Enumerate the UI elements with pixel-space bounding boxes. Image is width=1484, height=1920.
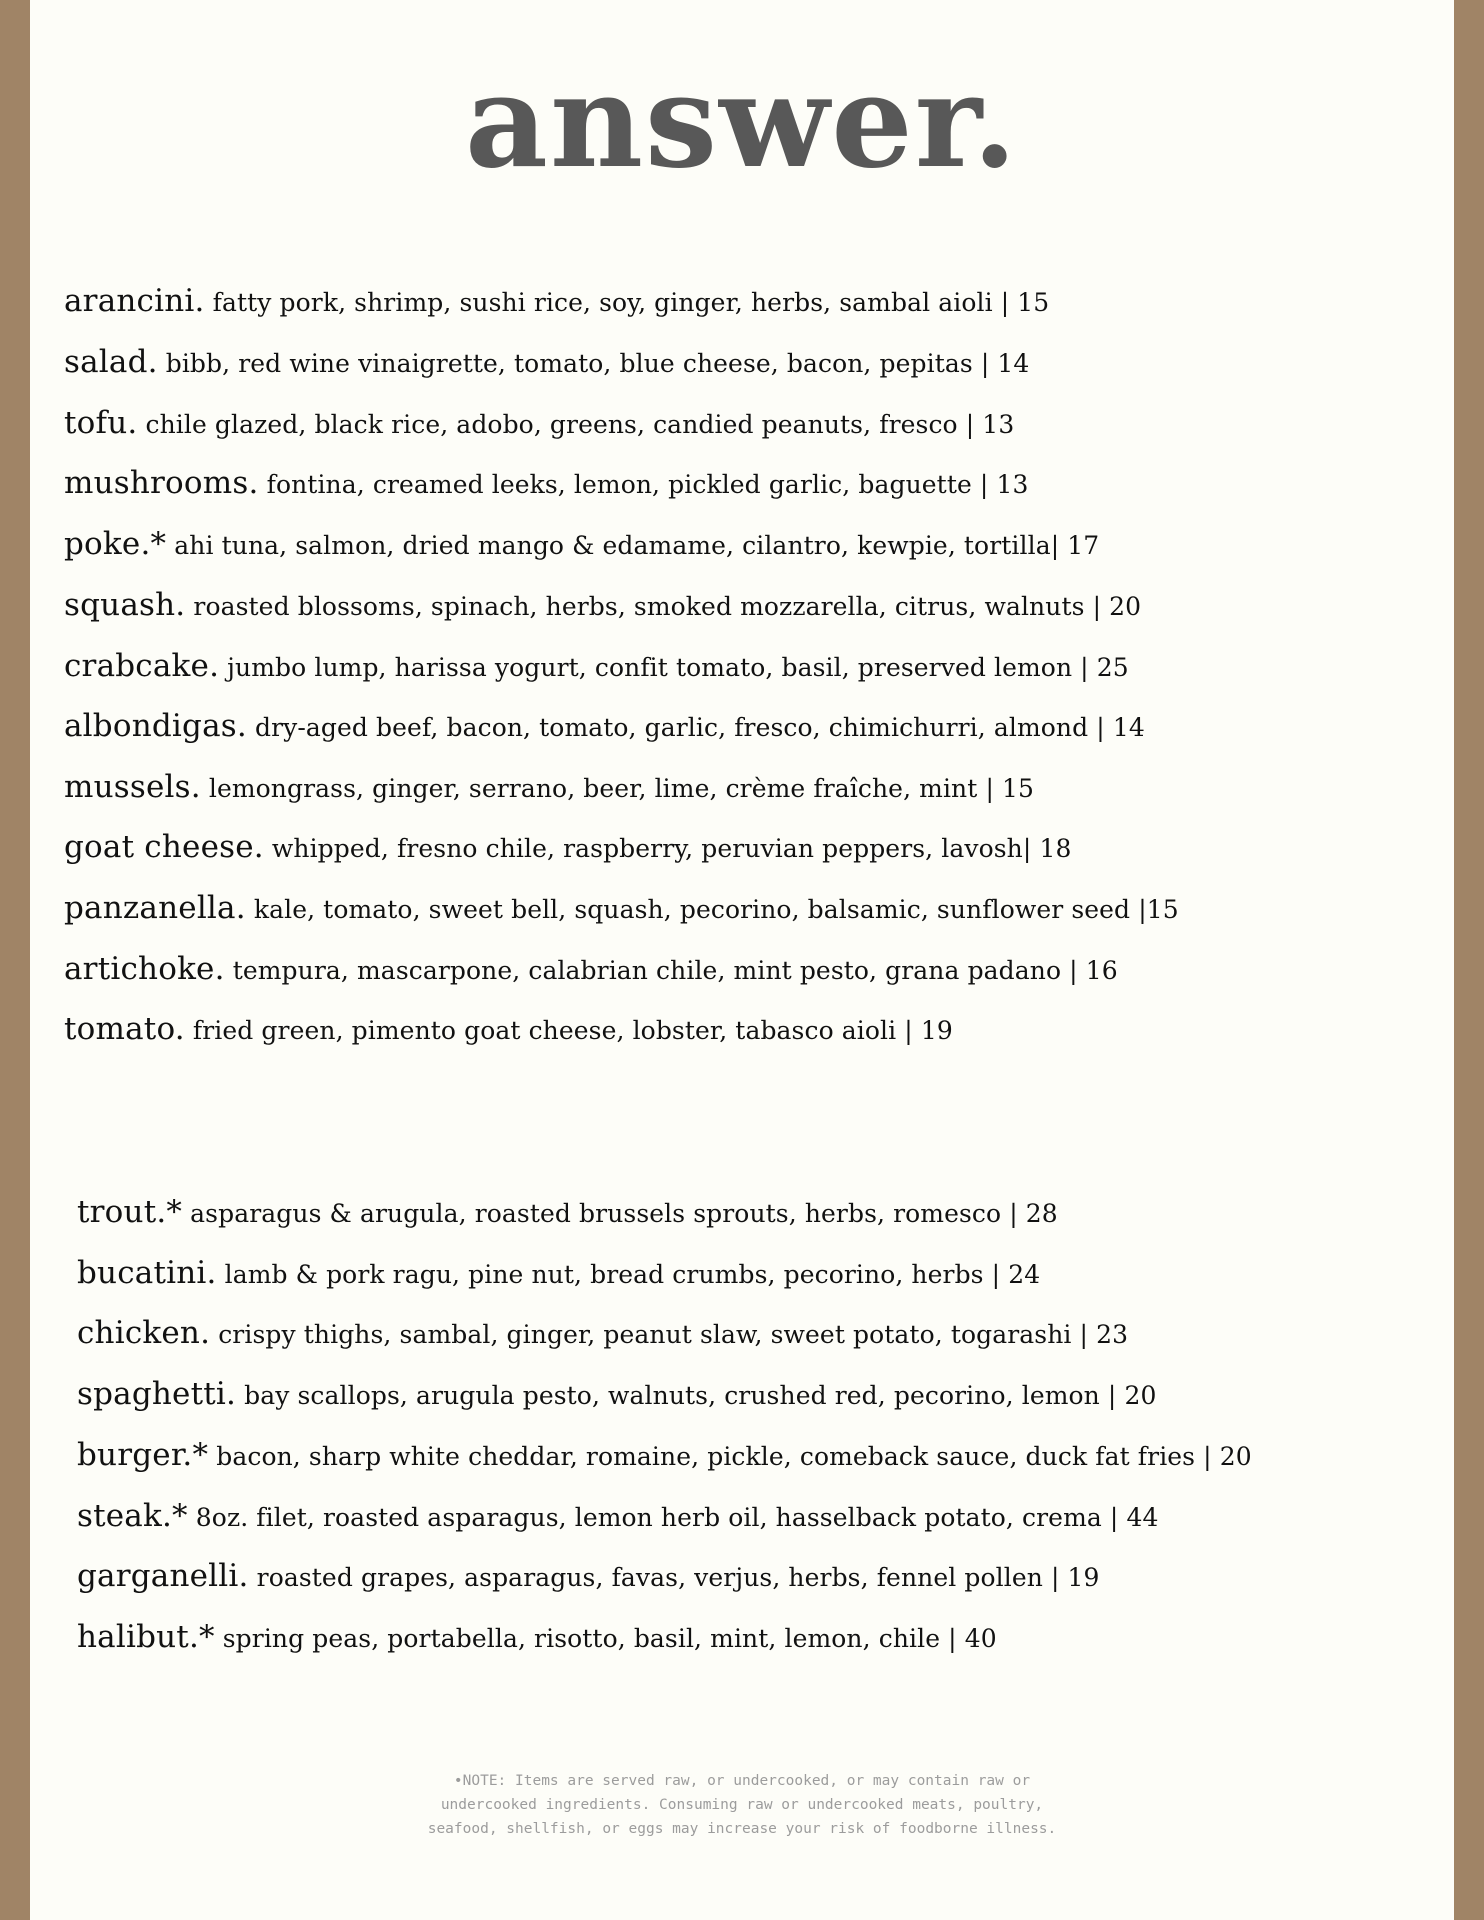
- menu-item: [77, 1376, 1157, 1412]
- menu-item-description: 8oz. filet, roasted asparagus, lemon herb oil, hasselback potato, crema | 44: [187, 1503, 1159, 1532]
- menu-item-description: lamb & pork ragu, pine nut, bread crumbs, pecorino, herbs | 24: [216, 1260, 1041, 1289]
- menu-item: [64, 344, 1030, 380]
- menu-item-description: tempura, mascarpone, calabrian chile, mint pesto, grana padano | 16: [224, 956, 1118, 985]
- menu-item: [77, 1194, 1058, 1230]
- restaurant-logo: answer.: [465, 47, 1019, 197]
- raw-food-disclaimer: [30, 1769, 1454, 1841]
- menu-item-description: bacon, sharp white cheddar, romaine, pickle, comeback sauce, duck fat fries | 20: [208, 1442, 1252, 1471]
- menu-item-name: albondigas.: [64, 708, 247, 744]
- disclaimer-line: undercooked ingredients. Consuming raw or undercooked meats, poultry,: [440, 1797, 1044, 1813]
- menu-item-description: fatty pork, shrimp, sushi rice, soy, ginger, herbs, sambal aioli | 15: [204, 288, 1050, 317]
- menu-item: [64, 405, 1015, 441]
- menu-item: [64, 465, 1029, 501]
- menu-item-description: asparagus & arugula, roasted brussels sprouts, herbs, romesco | 28: [182, 1199, 1058, 1228]
- menu-item-name: burger.*: [77, 1437, 209, 1473]
- menu-item-description: jumbo lump, harissa yogurt, confit tomato, basil, preserved lemon | 25: [219, 653, 1129, 682]
- menu-item: [64, 890, 1179, 926]
- menu-item: [77, 1619, 997, 1655]
- menu-item-name: chicken.: [77, 1315, 211, 1351]
- menu-item-name: spaghetti.: [77, 1376, 237, 1412]
- menu-item: [77, 1315, 1129, 1351]
- menu-item: [77, 1437, 1252, 1473]
- menu-item-name: salad.: [64, 344, 158, 380]
- menu-item-description: roasted blossoms, spinach, herbs, smoked mozzarella, citrus, walnuts | 20: [185, 592, 1142, 621]
- menu-item-description: dry-aged beef, bacon, tomato, garlic, fresco, chimichurri, almond | 14: [246, 713, 1145, 742]
- menu-item: [64, 1011, 953, 1047]
- menu-item-description: fontina, creamed leeks, lemon, pickled garlic, baguette | 13: [258, 470, 1029, 499]
- menu-item: [77, 1255, 1041, 1291]
- menu-item-description: lemongrass, ginger, serrano, beer, lime, crème fraîche, mint | 15: [200, 774, 1035, 803]
- menu-item-description: roasted grapes, asparagus, favas, verjus, herbs, fennel pollen | 19: [248, 1563, 1100, 1592]
- menu-item-name: tomato.: [64, 1011, 185, 1047]
- menu-item-description: crispy thighs, sambal, ginger, peanut slaw, sweet potato, togarashi | 23: [210, 1320, 1129, 1349]
- menu-item-name: arancini.: [64, 283, 205, 319]
- menu-item-name: crabcake.: [64, 648, 220, 684]
- menu-item: [77, 1498, 1159, 1534]
- menu-item-name: tofu.: [64, 405, 138, 441]
- menu-item-name: goat cheese.: [64, 829, 264, 865]
- menu-item-name: mushrooms.: [64, 465, 259, 501]
- menu-item-description: bay scallops, arugula pesto, walnuts, crushed red, pecorino, lemon | 20: [236, 1381, 1157, 1410]
- menu-item-description: whipped, fresno chile, raspberry, peruvian peppers, lavosh| 18: [263, 834, 1072, 863]
- menu-item: [64, 526, 1100, 562]
- menu-item: [77, 1558, 1100, 1594]
- menu-item-name: poke.*: [64, 526, 167, 562]
- menu-item-description: fried green, pimento goat cheese, lobster, tabasco aioli | 19: [184, 1016, 953, 1045]
- menu-item-name: bucatini.: [77, 1255, 217, 1291]
- menu-item: [64, 648, 1129, 684]
- menu-item-name: halibut.*: [77, 1619, 215, 1655]
- menu-item-name: trout.*: [77, 1194, 183, 1230]
- menu-item-description: ahi tuna, salmon, dried mango & edamame, cilantro, kewpie, tortilla| 17: [166, 531, 1100, 560]
- menu-item-name: panzanella.: [64, 890, 246, 926]
- menu-item-name: mussels.: [64, 769, 201, 805]
- menu-page: [30, 0, 1454, 1920]
- menu-item-name: steak.*: [77, 1498, 188, 1534]
- menu-item-name: artichoke.: [64, 951, 225, 987]
- menu-item-description: spring peas, portabella, risotto, basil, mint, lemon, chile | 40: [214, 1624, 997, 1653]
- disclaimer-line: seafood, shellfish, or eggs may increase your risk of foodborne illness.: [427, 1821, 1057, 1837]
- menu-item-name: squash.: [64, 587, 186, 623]
- menu-item-description: bibb, red wine vinaigrette, tomato, blue cheese, bacon, pepitas | 14: [157, 349, 1030, 378]
- menu-item-name: garganelli.: [77, 1558, 249, 1594]
- menu-item: [64, 587, 1142, 623]
- disclaimer-line: •NOTE: Items are served raw, or undercooked, or may contain raw or: [453, 1773, 1031, 1789]
- menu-item: [64, 951, 1118, 987]
- menu-item-description: kale, tomato, sweet bell, squash, pecorino, balsamic, sunflower seed |15: [245, 895, 1179, 924]
- menu-item: [64, 829, 1072, 865]
- menu-item-description: chile glazed, black rice, adobo, greens, candied peanuts, fresco | 13: [137, 410, 1015, 439]
- menu-item: [64, 283, 1050, 319]
- menu-item: [64, 769, 1035, 805]
- menu-list: [30, 0, 1454, 1920]
- menu-item: [64, 708, 1145, 744]
